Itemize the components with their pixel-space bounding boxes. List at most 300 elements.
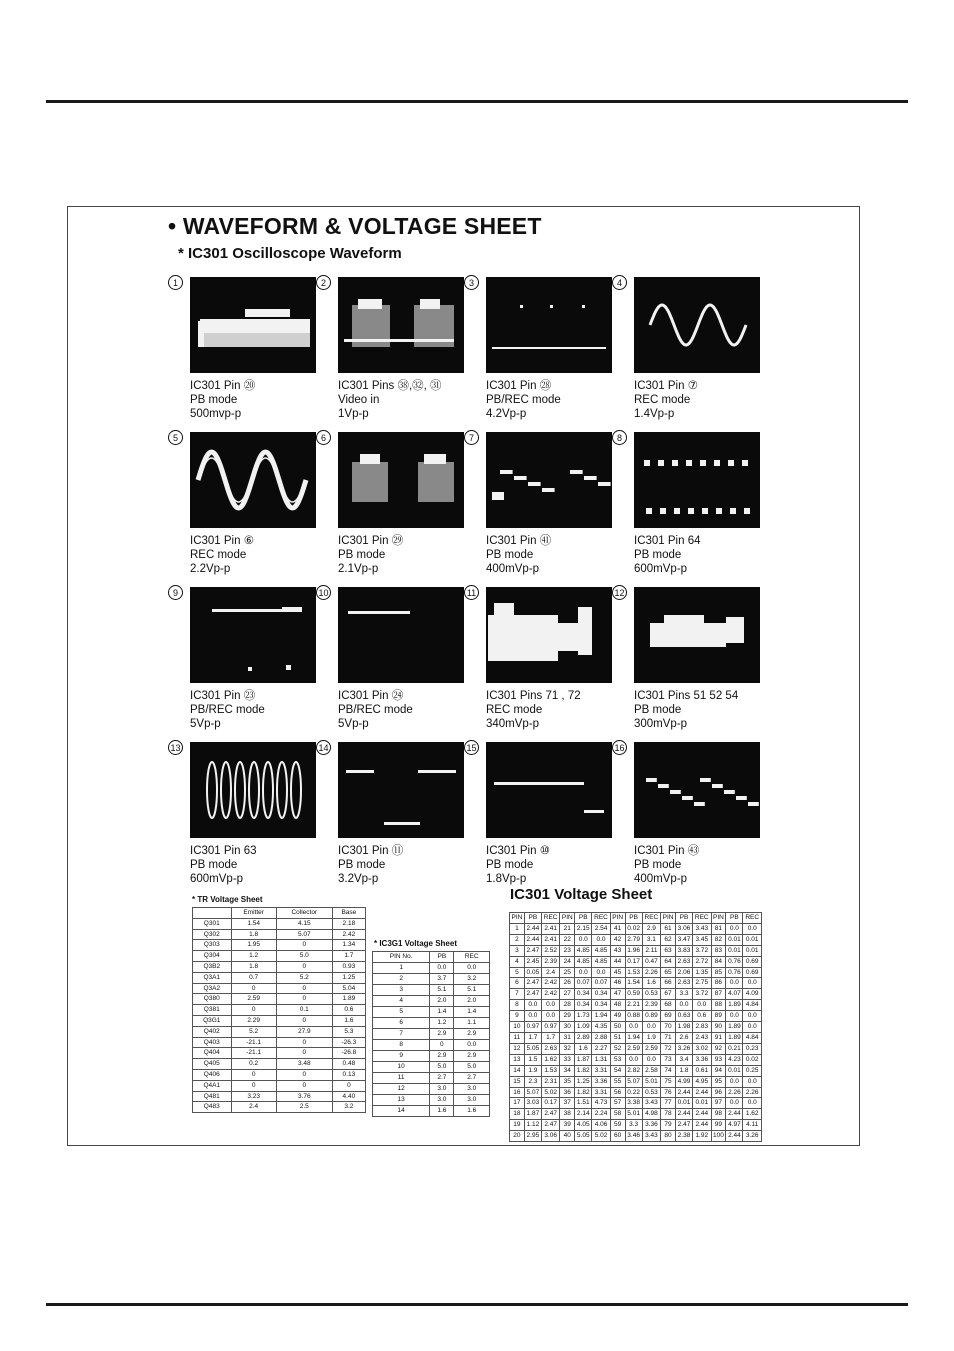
table-cell: 2.9: [454, 1051, 490, 1062]
table-cell: 3.0: [430, 1095, 454, 1106]
table-cell: 32: [560, 1043, 575, 1054]
table-row: [510, 1109, 762, 1120]
table-cell: 1: [510, 923, 525, 934]
table-cell: 0.0: [541, 1011, 559, 1022]
caption-line: 1Vp-p: [338, 408, 369, 420]
table-cell: 2.0: [430, 996, 454, 1007]
oscilloscope-trace-image: [634, 432, 760, 528]
waveform-number: 16: [612, 740, 627, 755]
caption-line: IC301 Pin ⑩: [486, 845, 551, 857]
table-cell: 44: [610, 956, 625, 967]
table-cell: 4.40: [332, 1091, 365, 1102]
table-cell: 3.4: [675, 1054, 692, 1065]
table-cell: 0.63: [675, 1011, 692, 1022]
table-row: [373, 985, 490, 996]
table-cell: 0.0: [743, 1098, 762, 1109]
table-cell: 76: [661, 1087, 676, 1098]
table-cell: 1.62: [743, 1109, 762, 1120]
table-row: [510, 989, 762, 1000]
table-cell: -21.1: [231, 1037, 276, 1048]
waveform-panel-15: [464, 740, 614, 890]
table-cell: 0.01: [693, 1098, 711, 1109]
table-cell: 31: [560, 1032, 575, 1043]
table-cell: 0.0: [743, 978, 762, 989]
waveform-panel-7: [464, 430, 614, 580]
table-cell: Q483: [193, 1102, 232, 1113]
table-cell: 1.89: [726, 1000, 743, 1011]
table-cell: 65: [661, 967, 676, 978]
table-cell: 23: [560, 945, 575, 956]
table-header-row: [373, 952, 490, 963]
table-cell: 12: [373, 1084, 430, 1095]
table-cell: 81: [711, 923, 726, 934]
table-row: [193, 1015, 366, 1026]
table-cell: 1.87: [575, 1054, 592, 1065]
waveform-number: 14: [316, 740, 331, 755]
table-cell: 1.9: [524, 1065, 541, 1076]
table-cell: 11: [510, 1032, 525, 1043]
table-header-row: [193, 908, 366, 919]
table-cell: 2.75: [693, 978, 711, 989]
table-cell: 1.6: [642, 978, 660, 989]
table-cell: 2.44: [693, 1087, 711, 1098]
table-cell: 2.06: [675, 967, 692, 978]
waveform-number: 5: [168, 430, 183, 445]
waveform-caption: [634, 379, 698, 421]
waveform-caption: [190, 534, 254, 576]
table-cell: 2.39: [541, 956, 559, 967]
caption-line: PB/REC mode: [190, 704, 265, 716]
caption-line: 3.2Vp-p: [338, 873, 379, 885]
table-row: [510, 945, 762, 956]
caption-line: PB mode: [190, 394, 238, 406]
table-cell: 1.92: [693, 1131, 711, 1142]
table-cell: 16: [510, 1087, 525, 1098]
table-cell: 2.42: [541, 989, 559, 1000]
table-cell: 0.05: [524, 967, 541, 978]
table-cell: 2.31: [541, 1076, 559, 1087]
table-cell: 7: [373, 1029, 430, 1040]
table-cell: 3.0: [454, 1084, 490, 1095]
table-cell: 5: [510, 967, 525, 978]
table-cell: 63: [661, 945, 676, 956]
table-cell: 82: [711, 934, 726, 945]
waveform-caption: [190, 379, 255, 421]
table-cell: 2.42: [332, 929, 365, 940]
table-cell: 1.53: [541, 1065, 559, 1076]
table-cell: 0.0: [575, 967, 592, 978]
table-cell: 5.02: [592, 1131, 610, 1142]
table-cell: 3: [510, 945, 525, 956]
table-cell: 0.02: [743, 1054, 762, 1065]
table-cell: 2.18: [332, 918, 365, 929]
table-cell: 0: [231, 1080, 276, 1091]
waveform-number: 3: [464, 275, 479, 290]
table-cell: 0.48: [332, 1059, 365, 1070]
table-cell: 54: [610, 1065, 625, 1076]
table-cell: 20: [510, 1131, 525, 1142]
table-cell: 0.34: [592, 989, 610, 1000]
table-cell: 0: [276, 1069, 332, 1080]
table-cell: 4.35: [592, 1022, 610, 1033]
table-cell: 0.88: [625, 1011, 642, 1022]
table-cell: 5.1: [430, 985, 454, 996]
table-cell: 2.44: [524, 923, 541, 934]
table-cell: 2.41: [541, 934, 559, 945]
table-row: [193, 1037, 366, 1048]
caption-line: 2.1Vp-p: [338, 563, 379, 575]
table-row: [510, 967, 762, 978]
table-cell: 22: [560, 934, 575, 945]
table-cell: 2.88: [592, 1032, 610, 1043]
table-row: [193, 951, 366, 962]
table-cell: 0.0: [726, 978, 743, 989]
oscilloscope-trace-image: [486, 742, 612, 838]
table-cell: 1.6: [454, 1106, 490, 1117]
table-cell: 98: [711, 1109, 726, 1120]
table-cell: 2.29: [231, 1015, 276, 1026]
table-cell: 5.07: [276, 929, 332, 940]
table-cell: 34: [560, 1065, 575, 1076]
table-cell: 45: [610, 967, 625, 978]
waveform-caption: [338, 844, 403, 886]
table-row: [373, 1095, 490, 1106]
waveform-number: 1: [168, 275, 183, 290]
table-cell: 12: [510, 1043, 525, 1054]
table-cell: 4.95: [693, 1076, 711, 1087]
table-cell: 2.26: [642, 967, 660, 978]
table-row: [193, 1091, 366, 1102]
table-cell: 2.44: [693, 1120, 711, 1131]
table-cell: 15: [510, 1076, 525, 1087]
table-cell: 0.93: [332, 961, 365, 972]
table-row: [193, 1005, 366, 1016]
table-cell: 0.69: [743, 967, 762, 978]
caption-line: 500mvp-p: [190, 408, 242, 420]
oscilloscope-trace-image: [190, 277, 316, 373]
table-cell: 0.21: [726, 1043, 743, 1054]
caption-line: 5Vp-p: [338, 718, 369, 730]
table-cell: 80: [661, 1131, 676, 1142]
table-cell: 1.6: [332, 1015, 365, 1026]
waveform-panel-8: [612, 430, 762, 580]
table-cell: 2.24: [592, 1109, 610, 1120]
table-row: [510, 1087, 762, 1098]
table-cell: 0.17: [625, 956, 642, 967]
table-cell: 37: [560, 1098, 575, 1109]
oscilloscope-trace-image: [486, 277, 612, 373]
oscilloscope-trace-image: [338, 587, 464, 683]
table-cell: 9: [373, 1051, 430, 1062]
table-row: [373, 1029, 490, 1040]
table-cell: 2.44: [524, 934, 541, 945]
table-cell: 3.26: [675, 1043, 692, 1054]
table-cell: 0.61: [693, 1065, 711, 1076]
table-cell: 4.99: [675, 1076, 692, 1087]
table-cell: 1.4: [454, 1007, 490, 1018]
caption-line: IC301 Pin ㊸: [634, 845, 700, 857]
table-header-cell: Emitter: [231, 908, 276, 919]
table-row: [510, 1043, 762, 1054]
table-cell: 60: [610, 1131, 625, 1142]
caption-line: REC mode: [190, 549, 247, 561]
caption-line: IC301 Pins ㊳,㉜, ㉛: [338, 380, 442, 392]
table-cell: 1.98: [675, 1022, 692, 1033]
table-cell: 3.72: [693, 989, 711, 1000]
caption-line: IC301 Pin ㉙: [338, 535, 404, 547]
table-cell: 57: [610, 1098, 625, 1109]
table-cell: 1.8: [231, 929, 276, 940]
table-header-cell: PB: [726, 913, 743, 924]
table-row: [510, 1054, 762, 1065]
table-cell: 2.83: [693, 1022, 711, 1033]
caption-line: IC301 Pin ⑥: [190, 535, 255, 547]
page-subtitle: * IC301 Oscilloscope Waveform: [178, 245, 402, 262]
table-cell: 0: [231, 1069, 276, 1080]
table-cell: 2.59: [231, 994, 276, 1005]
table-cell: 30: [560, 1022, 575, 1033]
table-cell: 0.01: [743, 934, 762, 945]
caption-line: IC301 Pin 64: [634, 535, 701, 547]
table-row: [193, 929, 366, 940]
table-cell: 1.82: [575, 1065, 592, 1076]
table-cell: 0.0: [592, 934, 610, 945]
table-cell: 1.6: [430, 1106, 454, 1117]
table-cell: 0.47: [642, 956, 660, 967]
waveform-panel-1: [168, 275, 318, 425]
table-cell: 0.69: [743, 956, 762, 967]
table-cell: 2.47: [541, 1109, 559, 1120]
table-header-cell: PIN: [510, 913, 525, 924]
table-cell: 66: [661, 978, 676, 989]
table-cell: 3.36: [592, 1076, 610, 1087]
table-cell: 41: [610, 923, 625, 934]
table-cell: 91: [711, 1032, 726, 1043]
table-cell: 59: [610, 1120, 625, 1131]
table-cell: 8: [510, 1000, 525, 1011]
table-cell: 2.59: [625, 1043, 642, 1054]
table-row: [193, 1080, 366, 1091]
table-cell: 100: [711, 1131, 726, 1142]
table-cell: 9: [510, 1011, 525, 1022]
table-cell: 0.0: [524, 1000, 541, 1011]
table-cell: 0.01: [675, 1098, 692, 1109]
table-cell: -26.3: [332, 1037, 365, 1048]
table-cell: 1.87: [524, 1109, 541, 1120]
table-cell: 2.15: [575, 923, 592, 934]
table-cell: Q402: [193, 1026, 232, 1037]
table-cell: 6: [373, 1018, 430, 1029]
table-cell: 0: [430, 1040, 454, 1051]
table-cell: 4: [510, 956, 525, 967]
table-row: [373, 1084, 490, 1095]
table-cell: 46: [610, 978, 625, 989]
table-header-cell: PIN: [711, 913, 726, 924]
table-cell: 4.05: [575, 1120, 592, 1131]
table-cell: 2.9: [430, 1051, 454, 1062]
table-row: [510, 1131, 762, 1142]
oscilloscope-trace-image: [634, 277, 760, 373]
table-cell: 0.0: [642, 1022, 660, 1033]
table-cell: 2.54: [592, 923, 610, 934]
table-cell: 33: [560, 1054, 575, 1065]
table-cell: 58: [610, 1109, 625, 1120]
table-cell: 1.5: [524, 1054, 541, 1065]
table-cell: 48: [610, 1000, 625, 1011]
caption-line: PB mode: [634, 704, 682, 716]
waveform-number: 7: [464, 430, 479, 445]
table-cell: 2.82: [625, 1065, 642, 1076]
table-cell: 29: [560, 1011, 575, 1022]
table-cell: 4.23: [726, 1054, 743, 1065]
table-row: [373, 1040, 490, 1051]
table-header-cell: PB: [575, 913, 592, 924]
table-cell: 0.0: [430, 963, 454, 974]
table-cell: 25: [560, 967, 575, 978]
table-cell: 5.1: [454, 985, 490, 996]
ic301-voltage-table: [509, 912, 762, 1142]
waveform-number: 6: [316, 430, 331, 445]
waveform-panel-14: [316, 740, 466, 890]
table-cell: 2.43: [693, 1032, 711, 1043]
table-cell: 3.0: [430, 1084, 454, 1095]
table-header-cell: REC: [642, 913, 660, 924]
table-row: [510, 1120, 762, 1131]
table-cell: 1.95: [231, 940, 276, 951]
oscilloscope-trace-image: [486, 432, 612, 528]
oscilloscope-trace-image: [338, 432, 464, 528]
table-cell: 3.2: [454, 974, 490, 985]
table-header-cell: PB: [430, 952, 454, 963]
table-cell: 89: [711, 1011, 726, 1022]
table-cell: 4.85: [592, 956, 610, 967]
table-cell: 40: [560, 1131, 575, 1142]
waveform-panel-13: [168, 740, 318, 890]
table-cell: 2.7: [454, 1073, 490, 1084]
table-row: [193, 1048, 366, 1059]
table-cell: 3.72: [693, 945, 711, 956]
table-cell: 0.76: [726, 956, 743, 967]
table-cell: 69: [661, 1011, 676, 1022]
table-row: [373, 1062, 490, 1073]
table-cell: 2.45: [524, 956, 541, 967]
table-cell: 4.15: [276, 918, 332, 929]
caption-line: IC301 Pin ㉔: [338, 690, 404, 702]
table-cell: 28: [560, 1000, 575, 1011]
table-cell: 1.82: [575, 1087, 592, 1098]
table-cell: 2.9: [454, 1029, 490, 1040]
table-row: [510, 1032, 762, 1043]
table-cell: 3.0: [454, 1095, 490, 1106]
table-cell: 0.97: [541, 1022, 559, 1033]
table-cell: 0: [276, 1015, 332, 1026]
table-cell: 0: [276, 1037, 332, 1048]
oscilloscope-trace-image: [634, 587, 760, 683]
table-row: [373, 996, 490, 1007]
table-cell: 19: [510, 1120, 525, 1131]
table-cell: 2.63: [541, 1043, 559, 1054]
table-cell: 1.89: [726, 1032, 743, 1043]
table-cell: 73: [661, 1054, 676, 1065]
table-cell: 0.0: [454, 1040, 490, 1051]
waveform-number: 2: [316, 275, 331, 290]
table-row: [193, 1102, 366, 1113]
table-cell: 0: [332, 1080, 365, 1091]
table-cell: 42: [610, 934, 625, 945]
waveform-panel-6: [316, 430, 466, 580]
table-cell: Q4A1: [193, 1080, 232, 1091]
table-cell: 3.45: [693, 934, 711, 945]
table-cell: 75: [661, 1076, 676, 1087]
table-cell: 1.8: [231, 961, 276, 972]
table-cell: 0: [276, 940, 332, 951]
waveform-number: 8: [612, 430, 627, 445]
table-cell: 2.59: [642, 1043, 660, 1054]
waveform-number: 4: [612, 275, 627, 290]
table-cell: 0.53: [642, 1087, 660, 1098]
tr-voltage-table: [192, 907, 366, 1113]
table-header-cell: REC: [592, 913, 610, 924]
table-cell: 0.13: [332, 1069, 365, 1080]
table-cell: 6: [510, 978, 525, 989]
table-cell: 53: [610, 1054, 625, 1065]
table-cell: 1.25: [332, 972, 365, 983]
table-cell: Q406: [193, 1069, 232, 1080]
table-cell: 39: [560, 1120, 575, 1131]
waveform-caption: [486, 379, 561, 421]
table-cell: 88: [711, 1000, 726, 1011]
waveform-panel-9: [168, 585, 318, 735]
table-cell: 0.0: [726, 1011, 743, 1022]
table-cell: 21: [560, 923, 575, 934]
table-row: [193, 1026, 366, 1037]
table-cell: Q380: [193, 994, 232, 1005]
table-cell: 3.76: [276, 1091, 332, 1102]
table-cell: 1.89: [332, 994, 365, 1005]
caption-line: IC301 Pin ㉘: [486, 380, 552, 392]
table-cell: Q3B2: [193, 961, 232, 972]
table-cell: 3.48: [276, 1059, 332, 1070]
table-row: [373, 1051, 490, 1062]
table-cell: 0.0: [693, 1000, 711, 1011]
table-cell: 4.85: [575, 945, 592, 956]
table-cell: 5.02: [541, 1087, 559, 1098]
caption-line: Video in: [338, 394, 380, 406]
table-cell: 3.31: [592, 1065, 610, 1076]
table-cell: 3.43: [693, 923, 711, 934]
table-cell: 2.44: [693, 1109, 711, 1120]
waveform-caption: [338, 689, 413, 731]
table-row: [510, 956, 762, 967]
table-cell: 5.2: [231, 1026, 276, 1037]
caption-line: 2.2Vp-p: [190, 563, 231, 575]
waveform-panel-4: [612, 275, 762, 425]
table-cell: 2.4: [231, 1102, 276, 1113]
table-cell: 2.47: [524, 989, 541, 1000]
waveform-panel-12: [612, 585, 762, 735]
table-cell: 2.6: [675, 1032, 692, 1043]
table-cell: Q404: [193, 1048, 232, 1059]
waveform-number: 10: [316, 585, 331, 600]
table-header-cell: REC: [454, 952, 490, 963]
caption-line: PB mode: [634, 859, 682, 871]
table-cell: 72: [661, 1043, 676, 1054]
waveform-number: 12: [612, 585, 627, 600]
waveform-caption: [338, 379, 442, 421]
table-cell: 1.35: [693, 967, 711, 978]
ic3g1-voltage-table: [372, 951, 490, 1117]
table-cell: 4.73: [592, 1098, 610, 1109]
